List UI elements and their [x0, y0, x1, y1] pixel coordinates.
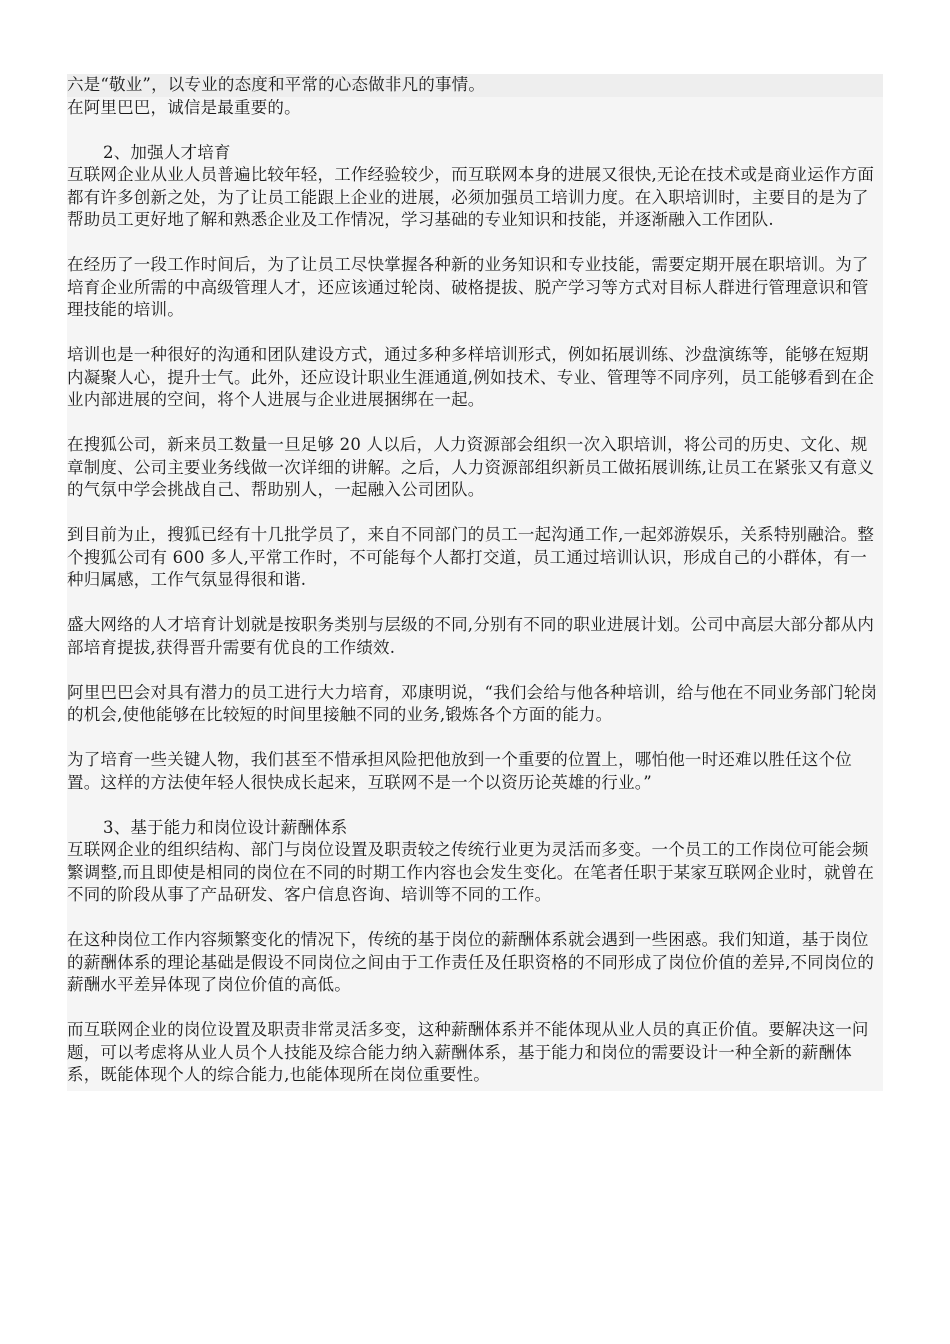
- paragraph-2a: 互联网企业从业人员普遍比较年轻，工作经验较少，而互联网本身的进展又很快,无论在技术或是商业运作方面都有许多创新之处，为了让员工能跟上企业的进展，必须加强员工培训力度。在入职培训时，主要目的是为了帮助员工更好地了解和熟悉企业及工作情况，学习基础的专业知识和技能，并逐渐融入工作团队.: [67, 165, 875, 229]
- paragraph-2b: 在经历了一段工作时间后，为了让员工尽快掌握各种新的业务知识和专业技能，需要定期开展在职培训。为了培育企业所需的中高级管理人才，还应该通过轮岗、破格提拔、脱产学习等方式对目标人群进行管理意识和管理技能的培训。: [67, 255, 869, 319]
- paragraph-2c: 培训也是一种很好的沟通和团队建设方式，通过多种多样培训形式，例如拓展训练、沙盘演练等，能够在短期内凝聚人心，提升士气。此外，还应设计职业生涯通道,例如技术、专业、管理等不同序列，员工能够看到在企业内部进展的空间，将个人进展与企业进展捆绑在一起。: [67, 345, 875, 409]
- section-heading-3: 3、基于能力和岗位设计薪酬体系: [103, 817, 348, 837]
- spacer: [67, 907, 883, 930]
- intro-line-2: 在阿里巴巴，诚信是最重要的。: [67, 97, 301, 117]
- spacer: [67, 727, 883, 750]
- spacer: [67, 794, 883, 817]
- spacer: [67, 322, 883, 345]
- spacer: [67, 412, 883, 435]
- paragraph-3b: 在这种岗位工作内容频繁变化的情况下，传统的基于岗位的薪酬体系就会遇到一些困惑。我们知道，基于岗位的薪酬体系的理论基础是假设不同岗位之间由于工作责任及任职资格的不同形成了岗位价值的差异,不同岗位的薪酬水平差异体现了岗位价值的高低。: [67, 930, 875, 994]
- spacer: [67, 592, 883, 615]
- section-heading-2: 2、加强人才培育: [103, 142, 231, 162]
- spacer: [67, 232, 883, 255]
- intro-line-1: 六是“敬业”，以专业的态度和平常的心态做非凡的事情。: [67, 74, 883, 97]
- document-page: [67, 74, 883, 1091]
- spacer: [67, 502, 883, 525]
- paragraph-2g: 阿里巴巴会对具有潜力的员工进行大力培育，邓康明说，“我们会给与他各种培训，给与他在不同业务部门轮岗的机会,使他能够在比较短的时间里接触不同的业务,锻炼各个方面的能力。: [67, 682, 878, 724]
- spacer: [67, 119, 883, 142]
- paragraph-2f: 盛大网络的人才培育计划就是按职务类别与层级的不同,分别有不同的职业进展计划。公司中高层大部分都从内部培育提拔,获得晋升需要有优良的工作绩效.: [67, 615, 875, 657]
- spacer: [67, 997, 883, 1020]
- paragraph-2h: 为了培育一些关键人物，我们甚至不惜承担风险把他放到一个重要的位置上，哪怕他一时还难以胜任这个位置。这样的方法使年轻人很快成长起来，互联网不是一个以资历论英雄的行业。”: [67, 750, 852, 792]
- spacer: [67, 659, 883, 682]
- paragraph-3c: 而互联网企业的岗位设置及职责非常灵活多变，这种薪酬体系并不能体现从业人员的真正价值。要解决这一问题，可以考虑将从业人员个人技能及综合能力纳入薪酬体系，基于能力和岗位的需要设计一种全新的薪酬体系，既能体现个人的综合能力,也能体现所在岗位重要性。: [67, 1020, 869, 1084]
- paragraph-2e: 到目前为止，搜狐已经有十几批学员了，来自不同部门的员工一起沟通工作,一起郊游娱乐，关系特别融洽。整个搜狐公司有 600 多人,平常工作时，不可能每个人都打交道，员工通过培训认识，形成自己的小群体，有一种归属感，工作气氛显得很和谐.: [67, 525, 875, 589]
- paragraph-2d: 在搜狐公司，新来员工数量一旦足够 20 人以后，人力资源部会组织一次入职培训，将公司的历史、文化、规章制度、公司主要业务线做一次详细的讲解。之后，人力资源部组织新员工做拓展训练,让员工在紧张又有意义的气氛中学会挑战自己、帮助别人，一起融入公司团队。: [67, 435, 875, 499]
- paragraph-3a: 互联网企业的组织结构、部门与岗位设置及职责较之传统行业更为灵活而多变。一个员工的工作岗位可能会频繁调整,而且即使是相同的岗位在不同的时期工作内容也会发生变化。在笔者任职于某家互联网企业时，就曾在不同的阶段从事了产品研发、客户信息咨询、培训等不同的工作。: [67, 840, 875, 904]
